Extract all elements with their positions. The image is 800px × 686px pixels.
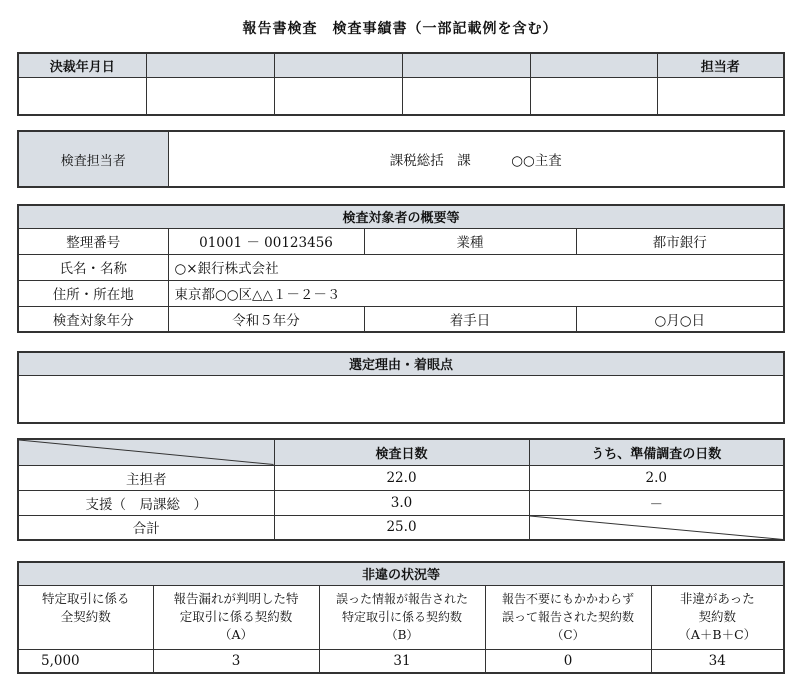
blank-header [274,53,402,77]
main-person-prep: 2.0 [529,465,784,490]
inspector-value: 課税総括 課 ○○主査 [168,131,784,187]
decision-date-cell[interactable] [18,77,146,115]
decision-date-header: 決裁年月日 [18,53,146,77]
inspector-table [17,130,785,188]
total-prep-diagonal [529,515,784,540]
address-label: 住所・所在地 [18,280,168,306]
name-value: ○×銀行株式会社 [168,254,784,280]
main-person-label: 主担者 [18,465,274,490]
diagonal-line [19,440,274,465]
industry-value: 都市銀行 [576,228,784,254]
col-line: 非違があった [679,591,755,606]
year-value: 令和５年分 [168,306,364,332]
year-label: 検査対象年分 [18,306,168,332]
col-line: （C） [551,628,585,642]
violations-col-total-contracts [18,585,153,649]
col-line: 全契約数 [60,609,111,624]
violations-header: 非違の状況等 [18,562,784,585]
number-value: 01001 － 00123456 [168,228,364,254]
col-line: 契約数 [698,609,737,624]
col-line: （A＋B＋C） [678,627,757,642]
col-line: 特定取引に係る [41,591,130,606]
main-person-days: 22.0 [274,465,529,490]
col-line: （B） [385,628,419,642]
reason-header: 選定理由・着眼点 [18,352,784,375]
approval-cell[interactable] [402,77,530,115]
sum-value: 34 [651,649,784,673]
support-days: 3.0 [274,490,529,515]
diagonal-header-cell [18,439,274,465]
violations-table [17,561,785,674]
total-contracts-value: 5,000 [18,649,153,673]
approval-cell[interactable] [530,77,657,115]
start-date-value: ○月○日 [576,306,784,332]
person-in-charge-cell[interactable] [657,77,784,115]
overview-table [17,204,785,333]
c-value: 0 [485,649,651,673]
overview-header: 検査対象者の概要等 [18,205,784,228]
prep-days-header: うち、準備調査の日数 [529,439,784,465]
a-value: 3 [153,649,319,673]
col-line: 報告漏れが判明した特 [173,591,299,606]
start-date-label: 着手日 [364,306,576,332]
reason-content[interactable] [18,375,784,423]
b-value: 31 [319,649,485,673]
support-label: 支援（ 局課総 ） [18,490,274,515]
col-line: 定取引に係る契約数 [179,609,293,624]
name-label: 氏名・名称 [18,254,168,280]
col-line: 誤って報告された契約数 [501,610,634,624]
inspector-label: 検査担当者 [18,131,168,187]
violations-col-sum [651,585,784,649]
blank-header [402,53,530,77]
decision-table [17,52,785,116]
total-days: 25.0 [274,515,529,540]
number-label: 整理番号 [18,228,168,254]
violations-col-a [153,585,319,649]
violations-col-c [485,585,651,649]
inspection-days-header: 検査日数 [274,439,529,465]
col-line: 誤った情報が報告された [335,592,468,606]
reason-table [17,351,785,424]
address-value: 東京都○○区△△１－２－３ [168,280,784,306]
col-line: 特定取引に係る契約数 [341,610,462,624]
approval-cell[interactable] [146,77,274,115]
diagonal-line [530,516,784,540]
person-in-charge-header: 担当者 [657,53,784,77]
blank-header [146,53,274,77]
violations-col-b [319,585,485,649]
blank-header [530,53,657,77]
approval-cell[interactable] [274,77,402,115]
page-title: 報告書検査 検査事績書（一部記載例を含む） [242,21,558,37]
col-line [19,626,153,644]
col-line: 報告不要にもかかわらず [501,592,634,606]
total-label: 合計 [18,515,274,540]
industry-label: 業種 [364,228,576,254]
days-table [17,438,785,541]
col-line: （A） [218,627,254,642]
support-prep: － [529,490,784,515]
